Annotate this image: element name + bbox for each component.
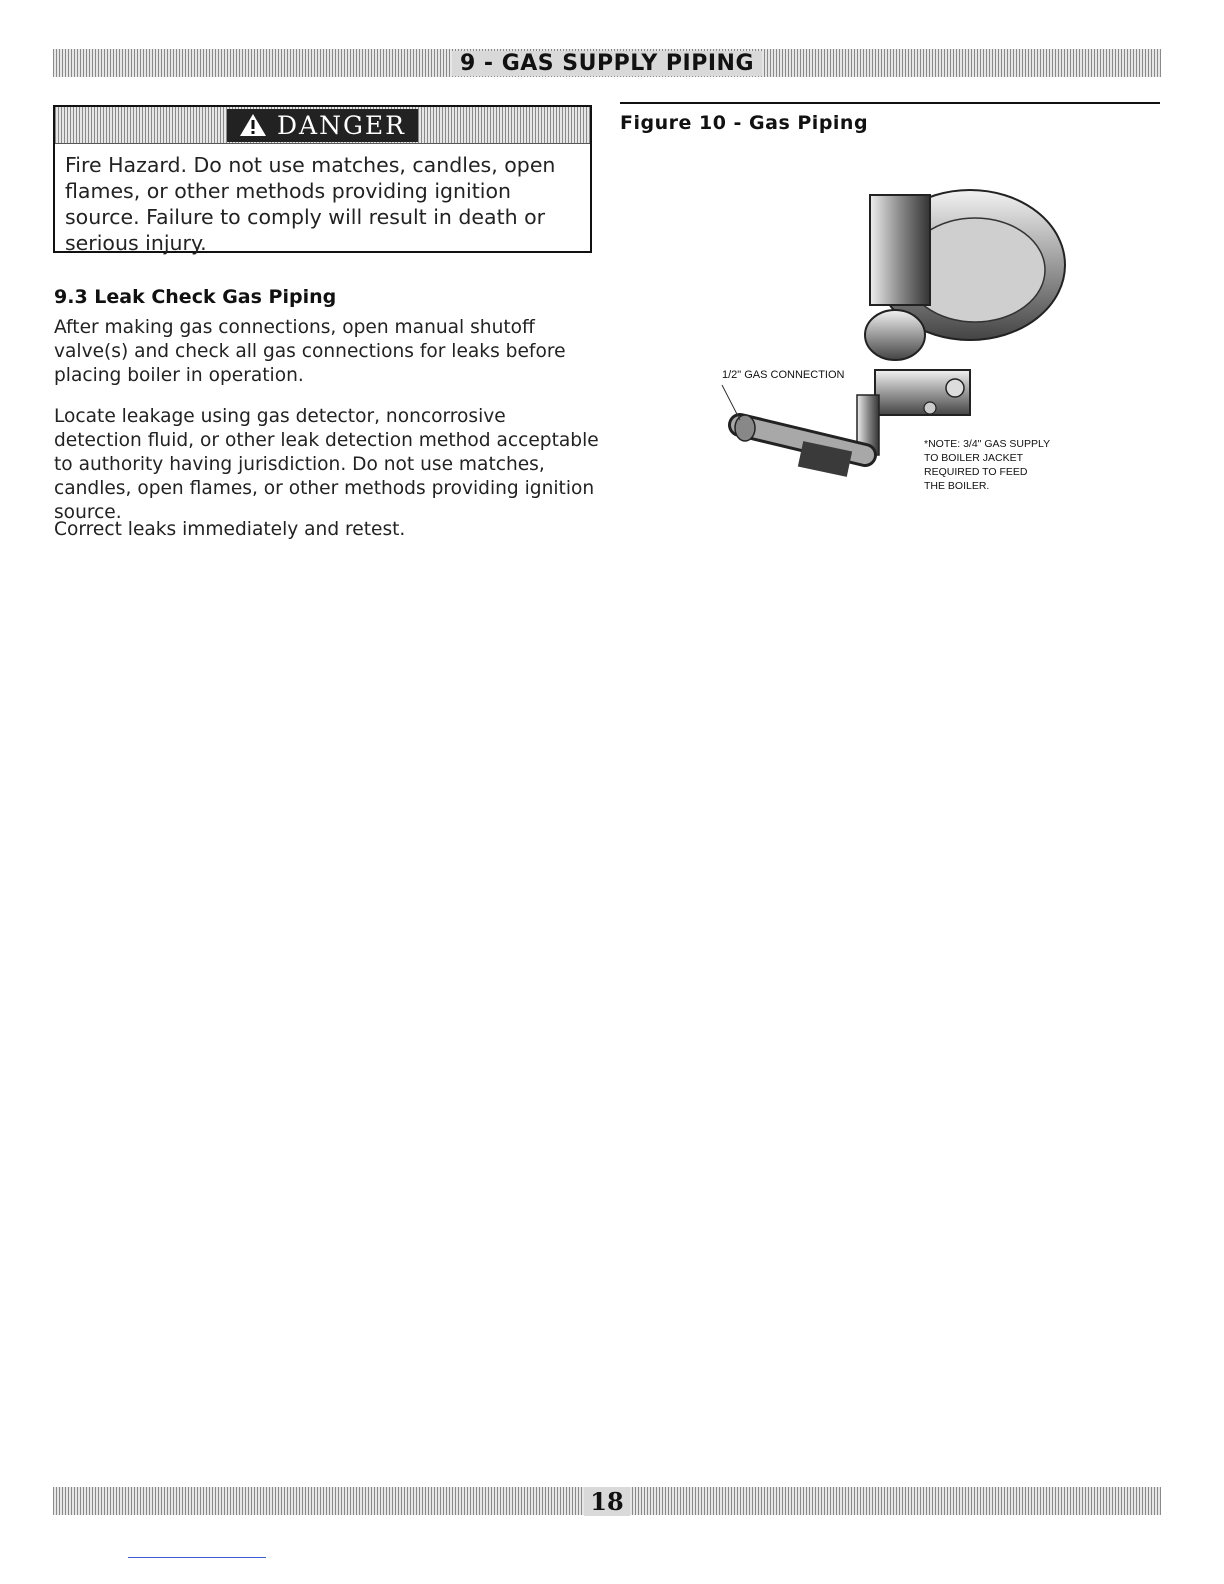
warning-triangle-icon bbox=[239, 113, 267, 137]
danger-label: DANGER bbox=[276, 110, 407, 140]
figure-caption: Figure 10 - Gas Piping bbox=[620, 112, 869, 134]
supply-note: *NOTE: 3/4" GAS SUPPLY TO BOILER JACKET REQUIRED TO FEED THE BOILER. bbox=[924, 438, 1050, 492]
section-heading: 9.3 Leak Check Gas Piping bbox=[54, 286, 337, 308]
danger-callout bbox=[53, 105, 592, 253]
paragraph: Correct leaks immediately and retest. bbox=[54, 519, 406, 540]
danger-text: Fire Hazard. Do not use matches, candles, open flames, or other methods providing ignition source. Failure to comply will result in death or serious injury. bbox=[65, 153, 556, 255]
paragraph: After making gas connections, open manual shutoff valve(s) and check all gas connections for leaks before placing boiler in operation. bbox=[54, 317, 566, 386]
connection-label: 1/2" GAS CONNECTION bbox=[722, 369, 845, 381]
section-header-bar bbox=[53, 49, 1161, 77]
gas-valve bbox=[875, 370, 970, 415]
page-number: 18 bbox=[584, 1487, 629, 1516]
footer-bar bbox=[53, 1487, 1161, 1515]
figure-rule bbox=[620, 102, 1160, 104]
footnote-rule bbox=[128, 1557, 266, 1558]
danger-banner bbox=[55, 107, 590, 144]
gas-piping-illustration bbox=[700, 170, 1100, 510]
blower-housing bbox=[865, 190, 1065, 360]
gas-pipe bbox=[735, 395, 879, 477]
section-title: 9 - GAS SUPPLY PIPING bbox=[452, 51, 762, 76]
paragraph: Locate leakage using gas detector, noncorrosive detection fluid, or other leak detection method acceptable to authority having jurisdiction. Do not use matches, candles, open flames, or other methods providing ignition source. bbox=[54, 406, 599, 523]
